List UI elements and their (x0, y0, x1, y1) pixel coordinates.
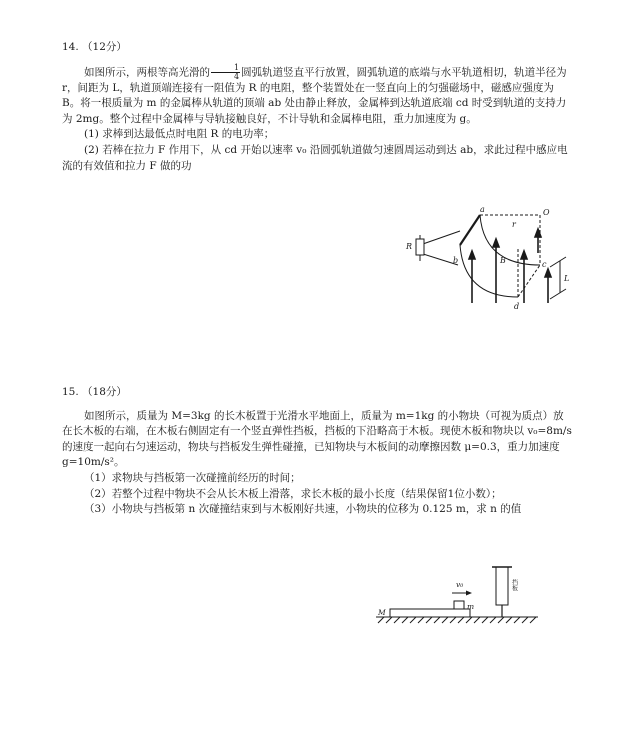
q14-score: （12分） (82, 41, 127, 53)
question-15 (62, 385, 572, 518)
label-b: b (453, 256, 459, 265)
q14-sub2: (2) 若棒在拉力 F 作用下，从 cd 开始以速率 v₀ 沿圆弧轨道做匀速圆周运动到达 ab，求此过程中感应电流的有效值和拉力 F 做的功 (62, 144, 568, 172)
q15-sub2: （2）若整个过程中物块不会从长木板上滑落，求长木板的最小长度（结果保留1位小数）； (84, 487, 502, 500)
small-block (454, 601, 464, 609)
label-R: R (406, 242, 413, 251)
q14-sub1: (1) 求棒到达最低点时电阻 R 的电功率； (84, 128, 275, 141)
field-arrows (469, 229, 551, 303)
label-d: d (514, 302, 520, 311)
q14-header (62, 40, 572, 56)
q14-stem-part1: 如图所示，两根等高光滑的 (84, 66, 210, 79)
rail-top (420, 231, 460, 245)
dimension-L-bottom (550, 289, 566, 299)
segment-cd (518, 265, 540, 297)
up-arrow-icon (469, 251, 475, 259)
elastic-stopper (496, 567, 508, 605)
label-O: O (543, 208, 550, 217)
arc-track-front (460, 245, 518, 297)
label-m: m (467, 602, 475, 611)
label-v0: v₀ (456, 580, 464, 589)
label-a: a (480, 205, 485, 214)
fraction-numerator: 1 (211, 64, 240, 73)
label-r: r (512, 220, 516, 229)
q14-number: 14. (62, 41, 79, 53)
q15-score: （18分） (82, 386, 127, 398)
long-board (390, 609, 470, 617)
quarter-fraction (211, 64, 240, 81)
question-14 (62, 40, 572, 174)
rod-ab (460, 215, 480, 245)
q15-stem: 如图所示，质量为 M=3kg 的长木板置于光滑水平地面上，质量为 m=1kg 的小物块（可视为质点）放在长木板的右端，在木板右侧固定有一个竖直弹性挡板，挡板的下沿略高于木板。现使木板和物块以 v₀=8m/s 的速度一起向右匀速运动，物块与挡板发生弹性碰撞，已知物块与木板间的动摩擦因数 μ=0.3，重力加速度 g=10m/s²。 (62, 409, 572, 469)
resistor (416, 239, 424, 255)
label-B: B (500, 256, 506, 265)
up-arrow-icon (521, 251, 527, 259)
q15-number: 15. (62, 386, 79, 398)
q15-sub3: （3）小物块与挡板第 n 次碰撞结束到与木板刚好共速，小物块的位移为 0.125 m，求 n 的值 (84, 503, 522, 516)
label-M: M (378, 608, 386, 617)
arc-track-back (480, 215, 540, 265)
q14-stem (62, 64, 572, 128)
up-arrow-icon (545, 269, 551, 277)
arrow-right-icon (466, 591, 472, 596)
q15-sub1: （1）求物块与挡板第一次碰撞前经历的时间； (84, 471, 301, 484)
label-c: c (542, 260, 547, 269)
q15-figure (372, 565, 542, 630)
ground-hatching (378, 617, 536, 623)
q14-stem-part2: 圆弧轨道竖直平行放置，圆弧轨道的底端与水平轨道相切，轨道半径为 r，间距为 L，轨道顶端连接有一阻值为 R 的电阻，整个装置处在一竖直向上的匀强磁场中，磁感应强度为 B。将一根质量为 m 的金属棒从轨道的顶端 ab 处由静止释放，金属棒到达轨道底端 cd 时受到轨道的支持力为 2mg。整个过程中金属棒与导轨接触良好，不计导轨和金属棒电阻，重力加速度为 g。 (62, 66, 567, 125)
label-stopper: 挡板 (510, 579, 518, 591)
up-arrow-icon (493, 239, 499, 247)
label-L: L (564, 274, 570, 283)
q14-figure (400, 205, 590, 315)
dimension-L-top (550, 257, 566, 267)
q15-header (62, 385, 572, 401)
fraction-denominator: 4 (234, 71, 240, 81)
